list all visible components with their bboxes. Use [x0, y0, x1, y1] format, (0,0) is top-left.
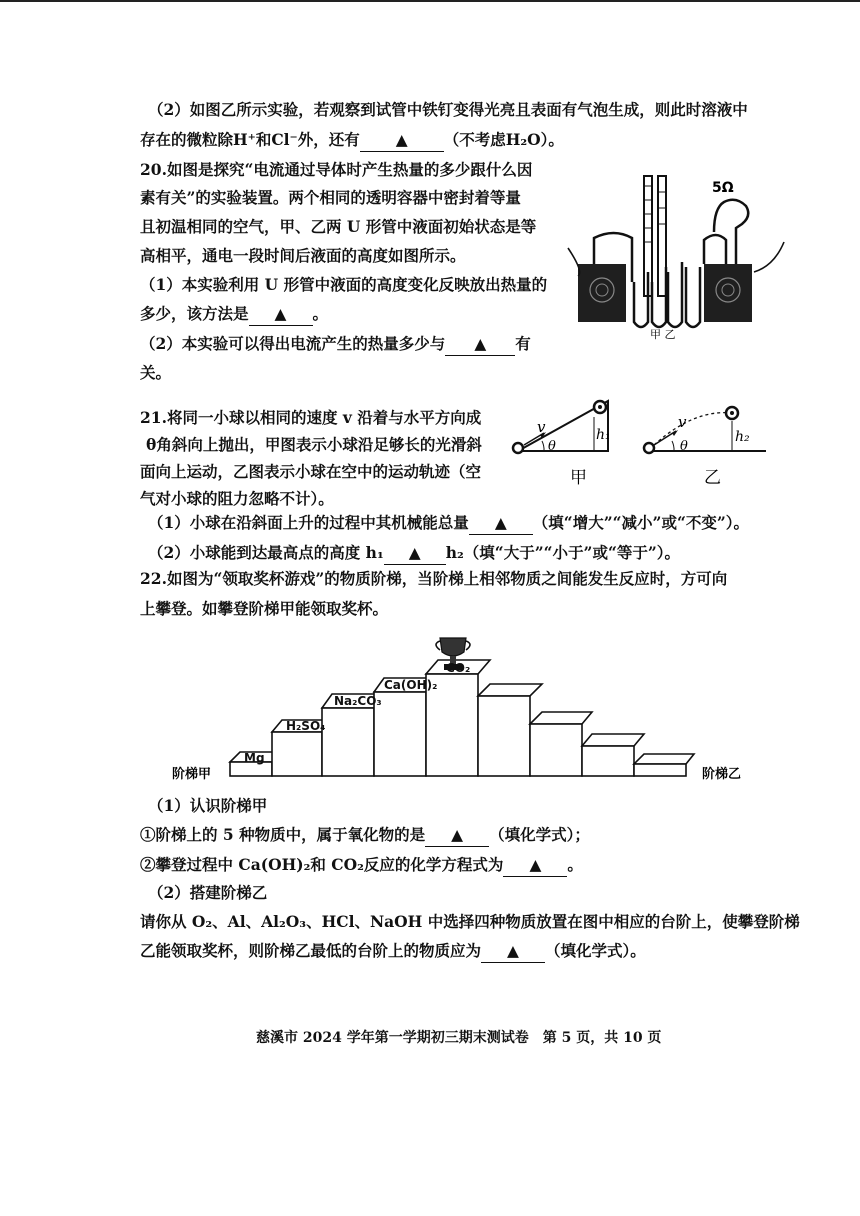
q21-part2: （2）小球能到达最高点的高度 h₁ ▲ h₂（填“大于”“小于”或“等于”）。 [148, 542, 680, 565]
q22-part1-heading: （1）认识阶梯甲 [148, 796, 268, 815]
q20-stem-3: 且初温相同的空气，甲、乙两 U 形管中液面初始状态是等 [140, 217, 537, 236]
q22-part1-item2: ②攀登过程中 Ca(OH)₂和 CO₂反应的化学方程式为 ▲ 。 [140, 854, 583, 877]
answer-blank[interactable]: ▲ [360, 129, 444, 152]
step-label: Mg [244, 751, 265, 765]
q22-part2-line2: 乙能领取奖杯，则阶梯乙最低的台阶上的物质应为 ▲ （填化学式）。 [140, 940, 646, 963]
answer-blank[interactable]: ▲ [503, 854, 567, 877]
figure-label-yi: 乙 [704, 468, 721, 488]
q20-apparatus-figure [564, 172, 788, 342]
velocity-label: v [678, 413, 687, 431]
step-label: Ca(OH)₂ [384, 678, 438, 692]
page-footer: 慈溪市 2024 学年第一学期初三期末测试卷 第 5 页，共 10 页 [256, 1030, 662, 1046]
q20-stem-1: 20.如图是探究“电流通过导体时产生热量的多少跟什么因 [140, 160, 533, 179]
projectile-diagram-yi [644, 407, 766, 488]
right-container [704, 264, 752, 322]
u-tube-yi [668, 262, 700, 327]
q19-part2-line1: （2）如图乙所示实验，若观察到试管中铁钉变得光亮且表面有气泡生成，则此时溶液中 [148, 100, 748, 119]
height-h1-label: h₁ [596, 427, 611, 443]
q20-part1-line1: （1）本实验利用 U 形管中液面的高度变化反映放出热量的 [140, 275, 548, 294]
q21-stem-1: 21.将同一小球以相同的速度 v 沿着与水平方向成 [140, 408, 482, 427]
q21-part1: （1）小球在沿斜面上升的过程中其机械能总量 ▲ （填“增大”“减小”或“不变”）。 [148, 512, 749, 535]
q22-staircase-figure [172, 632, 754, 786]
ladder-label-yi: 阶梯乙 [702, 767, 742, 782]
q22-part2-line1: 请你从 O₂、Al、Al₂O₃、HCl、NaOH 中选择四种物质放置在图中相应的台阶上，使攀登阶梯 [140, 912, 800, 931]
q22-stem-1: 22.如图为“领取奖杯游戏”的物质阶梯，当阶梯上相邻物质之间能发生反应时，方可向 [140, 569, 728, 588]
step-label: H₂SO₄ [286, 719, 326, 733]
step-label: Na₂CO₃ [334, 694, 382, 708]
ladder-label-jia: 阶梯甲 [172, 767, 212, 782]
q21-stem-4: 气对小球的阻力忽略不计）。 [140, 489, 334, 508]
answer-blank[interactable]: ▲ [384, 542, 446, 565]
q22-part2-heading: （2）搭建阶梯乙 [148, 883, 268, 902]
angle-label: θ [548, 439, 556, 454]
q19-part2-line2: 存在的微粒除H⁺和Cl⁻外，还有 ▲ （不考虑H₂O）。 [140, 129, 564, 152]
top-border [0, 0, 860, 2]
q22-stem-2: 上攀登。如攀登阶梯甲能领取奖杯。 [140, 599, 389, 618]
q21-stem-2: θ角斜向上抛出，甲图表示小球沿足够长的光滑斜 [146, 435, 482, 454]
velocity-label: v [537, 418, 546, 436]
q20-stem-4: 高相平，通电一段时间后液面的高度如图所示。 [140, 246, 466, 265]
q20-part1-line2: 多少，该方法是 ▲ 。 [140, 303, 328, 326]
answer-blank[interactable]: ▲ [249, 303, 313, 326]
answer-blank[interactable]: ▲ [445, 333, 515, 356]
q20-part2-line1: （2）本实验可以得出电流产生的热量多少与 ▲ 有 [140, 333, 531, 356]
answer-blank[interactable]: ▲ [425, 824, 489, 847]
tube-labels: 甲 乙 [650, 328, 676, 341]
q21-stem-3: 面向上运动，乙图表示小球在空中的运动轨迹（空 [140, 462, 482, 481]
left-container [578, 264, 626, 322]
angle-label: θ [680, 439, 688, 454]
incline-diagram-jia [513, 401, 611, 488]
q22-part1-item1: ①阶梯上的 5 种物质中，属于氧化物的是 ▲ （填化学式）； [140, 824, 590, 847]
height-h2-label: h₂ [735, 429, 750, 445]
answer-blank[interactable]: ▲ [481, 940, 545, 963]
resistor-label: 5Ω [712, 180, 734, 196]
q20-part2-line2: 关。 [140, 363, 172, 382]
figure-label-jia: 甲 [570, 468, 587, 488]
q21-motion-figure [504, 395, 784, 495]
step-label: CO₂ [446, 661, 471, 675]
q20-stem-2: 素有关”的实验装置。两个相同的透明容器中密封着等量 [140, 188, 521, 207]
answer-blank[interactable]: ▲ [469, 512, 533, 535]
